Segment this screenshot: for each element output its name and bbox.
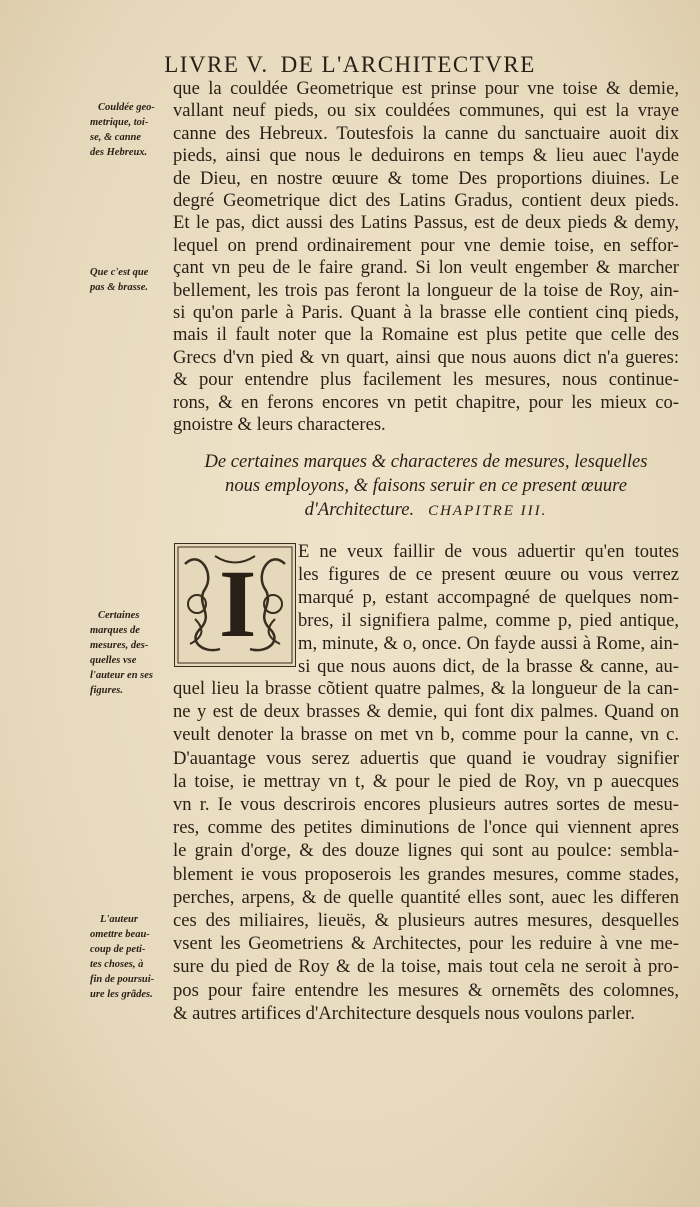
margin-note-marques	[90, 608, 172, 698]
text-line: rons, & en ferons encores vn petit chapitre, pour les mieux co-	[173, 391, 679, 413]
text-line: ces des miliaires, lieuës, & plusieurs autres mesures, desquelles	[173, 910, 679, 932]
header-book-number: LIVRE V.	[164, 52, 269, 77]
chapter-paragraph-start	[298, 540, 679, 678]
chapter-label: CHAPITRE III.	[428, 503, 548, 519]
text-line: veult denoter la brasse on met vn b, comme pour la canne, vn c.	[173, 724, 679, 746]
text-line: le grain d'orge, & des douze lignes qui sont au poulce: sembla-	[173, 840, 679, 862]
margin-line: Certaines	[98, 610, 140, 621]
text-line: bellement, les trois pas feront la longueur de la toise de Roy, ain-	[173, 279, 679, 301]
text-line: & autres artifices d'Architecture desquels nous voulons parler.	[173, 1002, 635, 1024]
margin-line: omettre beau-	[90, 929, 150, 940]
margin-line: des Hebreux.	[90, 147, 148, 158]
text-line: de Dieu, en nostre œuure & tome Des proportions diuines. Le	[173, 167, 679, 189]
text-line: res, comme des petites diminutions de l'once qui viennent apres	[173, 817, 679, 839]
text-line: Grecs d'vn pied & vn quart, ainsi que nous auons dict n'a gueres:	[173, 346, 679, 368]
text-line: & pour entendre plus facilement les mesures, nous continue-	[173, 369, 679, 391]
text-line: degré Geometrique dict des Latins Gradus, contient deux pieds.	[173, 190, 679, 212]
text-line: quel lieu la brasse cõtient quatre palmes, & la longueur de la can-	[173, 678, 679, 699]
text-line: sure du pied de Roy & de la toise, mais tout cela ne seroit à pro-	[173, 956, 679, 978]
text-line: si que nous auons dict, de la brasse & canne, au-	[298, 656, 679, 677]
text-line: blement ie vous proposerois les grandes mesures, comme stades,	[173, 863, 679, 885]
margin-line: fin de poursui-	[90, 974, 155, 985]
heading-line: De certaines marques & characteres de mesures, lesquelles	[204, 451, 648, 472]
margin-line: quelles vse	[90, 655, 137, 666]
heading-line: nous employons, & faisons seruir en ce present œuure	[225, 475, 627, 496]
margin-line: Couldée geo-	[98, 102, 155, 113]
running-header	[0, 52, 700, 78]
text-line: gnoistre & leurs characteres.	[173, 414, 386, 436]
text-line: vallant neuf pieds, ou six couldées communes, qui est la vraye	[173, 100, 679, 122]
decorated-initial	[174, 543, 296, 667]
margin-line: mesures, des-	[90, 640, 149, 651]
text-line: m, minute, & o, once. On fayde aussi à Rome, ain-	[298, 633, 679, 654]
initial-letter: I	[219, 550, 257, 657]
text-line: bres, il signifiera palme, comme p, pied antique,	[298, 610, 679, 631]
margin-line: pas & brasse.	[90, 282, 149, 293]
text-line: canne des Hebreux. Toutesfois la canne du sanctuaire auoit dix	[173, 122, 679, 144]
text-line: la toise, ie mettray vn t, & pour le pied de Roy, vn p auecques	[173, 770, 679, 792]
margin-line: Que c'est que	[90, 267, 149, 278]
text-line: perches, arpens, & de quelle quantité elles sont, auec les differen	[173, 886, 679, 908]
margin-line: marques de	[90, 625, 140, 636]
text-line: lequel on prend ordinairement pour vne demie toise, en seffor-	[173, 234, 679, 256]
text-line: çant vn peu de le faire grand. Si lon veult engember & marcher	[173, 257, 679, 279]
margin-line: L'auteur	[100, 914, 138, 925]
main-paragraph	[173, 78, 679, 437]
text-line: les figures de ce present œuure ou vous verrez	[298, 564, 679, 585]
text-line: pos pour faire entendre les mesures & ornemẽts des colomnes,	[173, 979, 679, 1001]
margin-line: l'auteur en ses	[90, 670, 154, 681]
text-line: Et le pas, dict aussi des Latins Passus, est de deux pieds & demy,	[173, 212, 679, 234]
text-line: D'auantage vous serez aduertis que quand ie voudray signifier	[173, 747, 679, 769]
margin-line: figures.	[90, 685, 123, 696]
chapter-paragraph-continued	[173, 677, 679, 1025]
text-line: E ne veux faillir de vous aduertir qu'en toutes	[298, 541, 679, 562]
text-line: marqué p, estant accompagné de quelques nom-	[298, 587, 679, 608]
heading-text: d'Architecture.	[304, 499, 415, 520]
margin-line: coup de peti-	[90, 944, 146, 955]
margin-line: ure les grãdes.	[90, 989, 153, 1000]
margin-note-pas	[90, 265, 172, 295]
text-line: vsent les Geometriens & Architectes, pour les reduire à vne me-	[173, 933, 679, 955]
margin-note-couldee	[90, 100, 172, 160]
text-line: vn r. Ie vous descrirois encores plusieurs autres sortes de mesu-	[173, 794, 679, 816]
text-line: que la couldée Geometrique est prinse pour vne toise & demie,	[173, 78, 679, 99]
header-title: DE L'ARCHITECTVRE	[280, 52, 536, 77]
chapter-heading	[173, 450, 679, 523]
text-line: si qu'on parle à Paris. Quant à la brasse elle contient cinq pieds,	[173, 302, 679, 324]
heading-line-last	[173, 498, 679, 523]
margin-line: metrique, toi-	[90, 117, 149, 128]
text-line: pieds, ainsi que nous le deduirons en temps & lieu auec l'ayde	[173, 145, 679, 167]
text-line: mais il fault noter que la Romaine est plus petite que celle des	[173, 324, 679, 346]
text-line: ne y est de deux brasses & demie, qui font dix palmes. Quand on	[173, 701, 679, 723]
margin-note-auteur	[90, 912, 172, 1002]
margin-line: se, & canne	[90, 132, 142, 143]
margin-line: tes choses, à	[90, 959, 144, 970]
